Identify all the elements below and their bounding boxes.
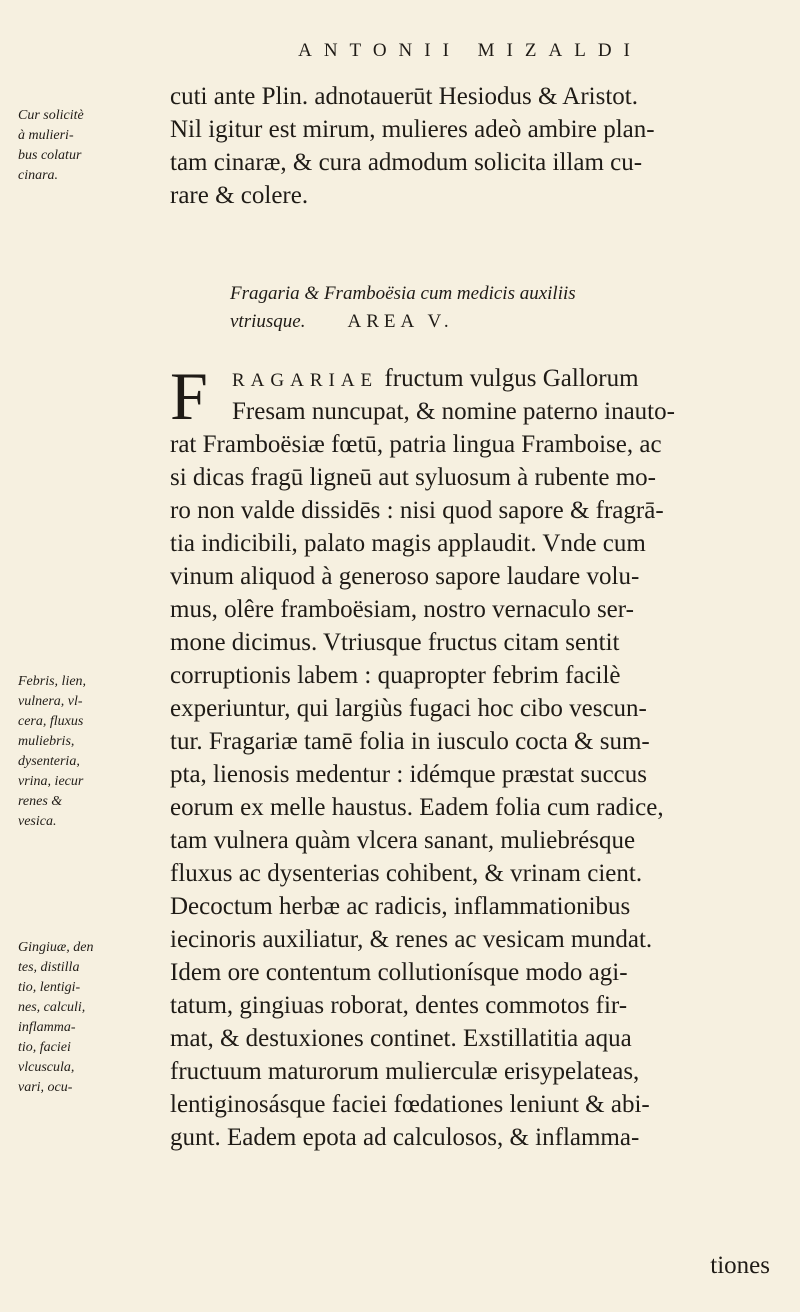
area-label: AREA V. — [347, 311, 454, 332]
margin-note-line: nes, calculi, — [18, 1000, 86, 1015]
text-line: vinum aliquod à generoso sapore laudare volu- — [170, 563, 640, 590]
intro-paragraph — [170, 80, 775, 212]
text-line: cuti ante Plin. adnotauerūt Hesiodus & Aristot. — [170, 83, 638, 110]
margin-note-line: tes, distilla — [18, 960, 80, 975]
text-line: mus, olêre framboësiam, nostro vernaculo ser- — [170, 596, 634, 623]
text-line — [170, 362, 775, 395]
text-line: tam vulnera quàm vlcera sanant, muliebrésque — [170, 827, 636, 854]
text-line: pta, lienosis medentur : idémque præstat succus — [170, 761, 647, 788]
margin-note-line: vesica. — [18, 814, 57, 829]
text-line: experiuntur, qui largiùs fugaci hoc cibo vescun- — [170, 695, 647, 722]
margin-note-febris — [18, 672, 130, 832]
margin-note-line: vlcuscula, — [18, 1060, 75, 1075]
text-line: Idem ore contentum collutionísque modo agi- — [170, 959, 628, 986]
margin-note-line: Cur solicitè — [18, 108, 84, 123]
margin-note-line: tio, faciei — [18, 1040, 71, 1055]
margin-note-line: inflamma- — [18, 1020, 76, 1035]
smallcaps-word: RAGARIAE — [232, 370, 379, 391]
catchword: tiones — [710, 1252, 770, 1279]
text-line: tatum, gingiuas roborat, dentes commotos fir- — [170, 992, 628, 1019]
text-line: lentiginosásque faciei fœdationes leniunt & abi- — [170, 1091, 650, 1118]
text-line: tam cinaræ, & cura admodum solicita illam cu- — [170, 149, 643, 176]
text-line: rat Framboësiæ fœtū, patria lingua Framboise, ac — [170, 431, 662, 458]
margin-note-line: cera, fluxus — [18, 714, 84, 729]
margin-note-line: bus colatur — [18, 148, 82, 163]
text-line: tur. Fragariæ tamē folia in iusculo cocta & sum- — [170, 728, 650, 755]
margin-note-line: vrina, iecur — [18, 774, 84, 789]
margin-note-line: renes & — [18, 794, 63, 809]
text-line: iecinoris auxiliatur, & renes ac vesicam mundat. — [170, 926, 653, 953]
margin-note-gingiuae — [18, 938, 130, 1098]
margin-note-line: cinara. — [18, 168, 59, 183]
text-line: ro non valde dissidēs : nisi quod sapore & fragrā- — [170, 497, 664, 524]
margin-note-line: dysenteria, — [18, 754, 80, 769]
text-line: tia indicibili, palato magis applaudit. Vnde cum — [170, 530, 646, 557]
text-line: rare & colere. — [170, 182, 309, 209]
text-line: gunt. Eadem epota ad calculosos, & inflamma- — [170, 1124, 640, 1151]
drop-capital: F — [170, 358, 208, 434]
running-head: ANTONII MIZALDI — [298, 40, 642, 61]
first-line-rest: fructum vulgus Gallorum — [378, 365, 639, 392]
text-line: si dicas fragū ligneū aut syluosum à rubente mo- — [170, 464, 656, 491]
margin-note-line: tio, lentigi- — [18, 980, 81, 995]
heading-line-end: vtriusque. — [230, 311, 306, 332]
text-line: mat, & destuxiones continet. Exstillatitia aqua — [170, 1025, 632, 1052]
section-heading — [230, 280, 750, 336]
text-line: Fresam nuncupat, & nomine paterno inauto- — [232, 398, 675, 425]
body-paragraph — [170, 358, 775, 1154]
text-line: fluxus ac dysenterias cohibent, & vrinam cient. — [170, 860, 643, 887]
margin-note-line: vari, ocu- — [18, 1080, 73, 1095]
margin-note-line: Febris, lien, — [18, 674, 87, 689]
text-line: mone dicimus. Vtriusque fructus citam sentit — [170, 629, 620, 656]
text-line: eorum ex melle haustus. Eadem folia cum radice, — [170, 794, 664, 821]
margin-note-line: à mulieri- — [18, 128, 74, 143]
text-line: fructuum maturorum mulierculæ erisypelateas, — [170, 1058, 640, 1085]
text-line: Decoctum herbæ ac radicis, inflammationibus — [170, 893, 631, 920]
margin-note-line: Gingiuæ, den — [18, 940, 94, 955]
text-line: corruptionis labem : quapropter febrim facilè — [170, 662, 621, 689]
heading-line: Fragaria & Framboësia cum medicis auxiliis — [230, 283, 576, 304]
margin-note-line: muliebris, — [18, 734, 75, 749]
margin-note-cinara — [18, 106, 130, 186]
text-line: Nil igitur est mirum, mulieres adeò ambire plan- — [170, 116, 655, 143]
margin-note-line: vulnera, vl- — [18, 694, 83, 709]
heading-line — [230, 308, 750, 336]
